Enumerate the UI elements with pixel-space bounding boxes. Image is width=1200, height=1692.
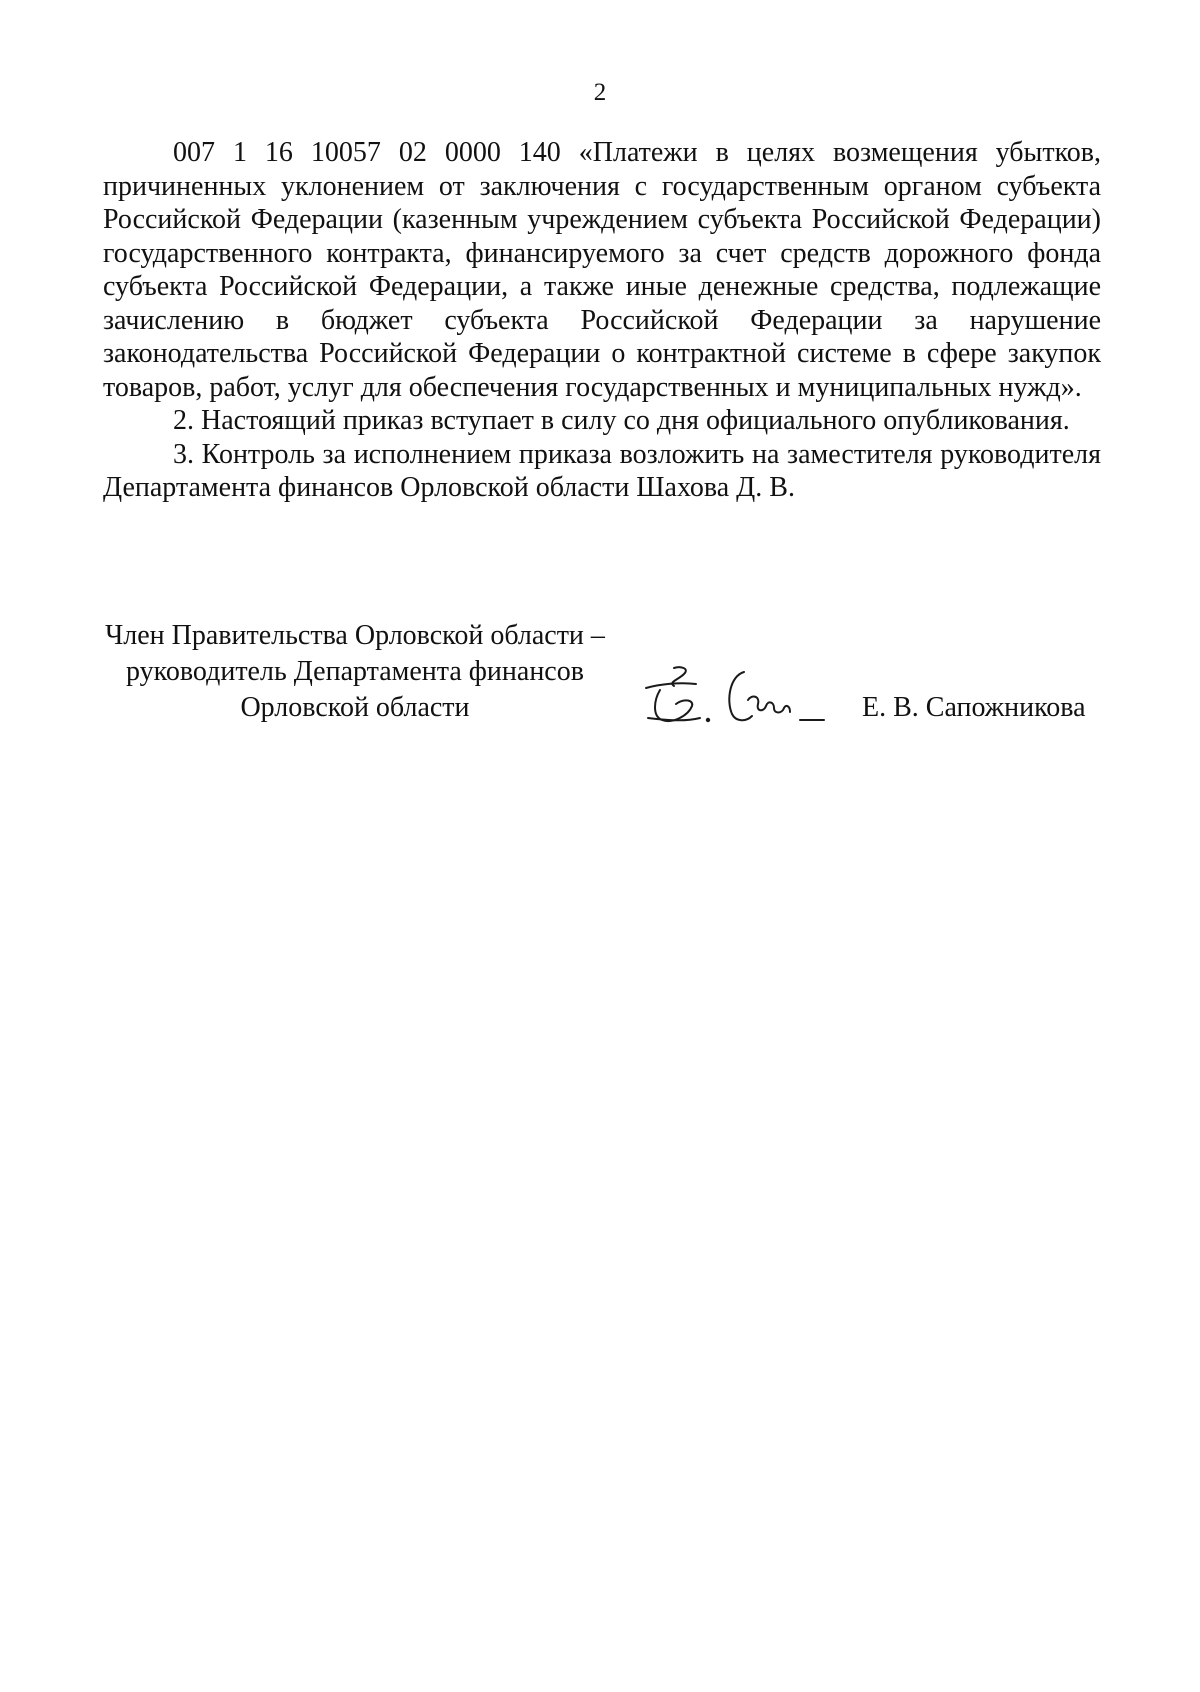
signatory-title-line: руководитель Департамента финансов (126, 656, 584, 687)
signatory-title-line: Орловской области (240, 692, 470, 723)
document-body (103, 136, 1101, 505)
handwritten-signature (640, 660, 830, 740)
paragraph-budget-code: 007 1 16 10057 02 0000 140 «Платежи в целях возмещения убытков, причиненных уклонением от заключения с государственным органом субъекта Российской Федерации (казенным учреждением субъекта Российской Федерации) государственного контракта, финансируемого за счет средств дорожного фонда субъекта Российской Федерации, а также иные денежные средства, подлежащие зачислению в бюджет субъекта Российской Федерации за нарушение законодательства Российской Федерации о контрактной системе в сфере закупок товаров, работ, услуг для обеспечения государственных и муниципальных нужд». (103, 137, 1101, 403)
paragraph-effective-date: 2. Настоящий приказ вступает в силу со дня официального опубликования. (173, 405, 1070, 436)
signatory-title (90, 618, 620, 726)
paragraph-control: 3. Контроль за исполнением приказа возложить на заместителя руководителя Департамента финансов Орловской области Шахова Д. В. (103, 438, 1101, 503)
page-number: 2 (593, 79, 607, 106)
signatory-title-line: Член Правительства Орловской области – (105, 620, 605, 651)
signer-name: Е. В. Сапожникова (862, 692, 1086, 723)
